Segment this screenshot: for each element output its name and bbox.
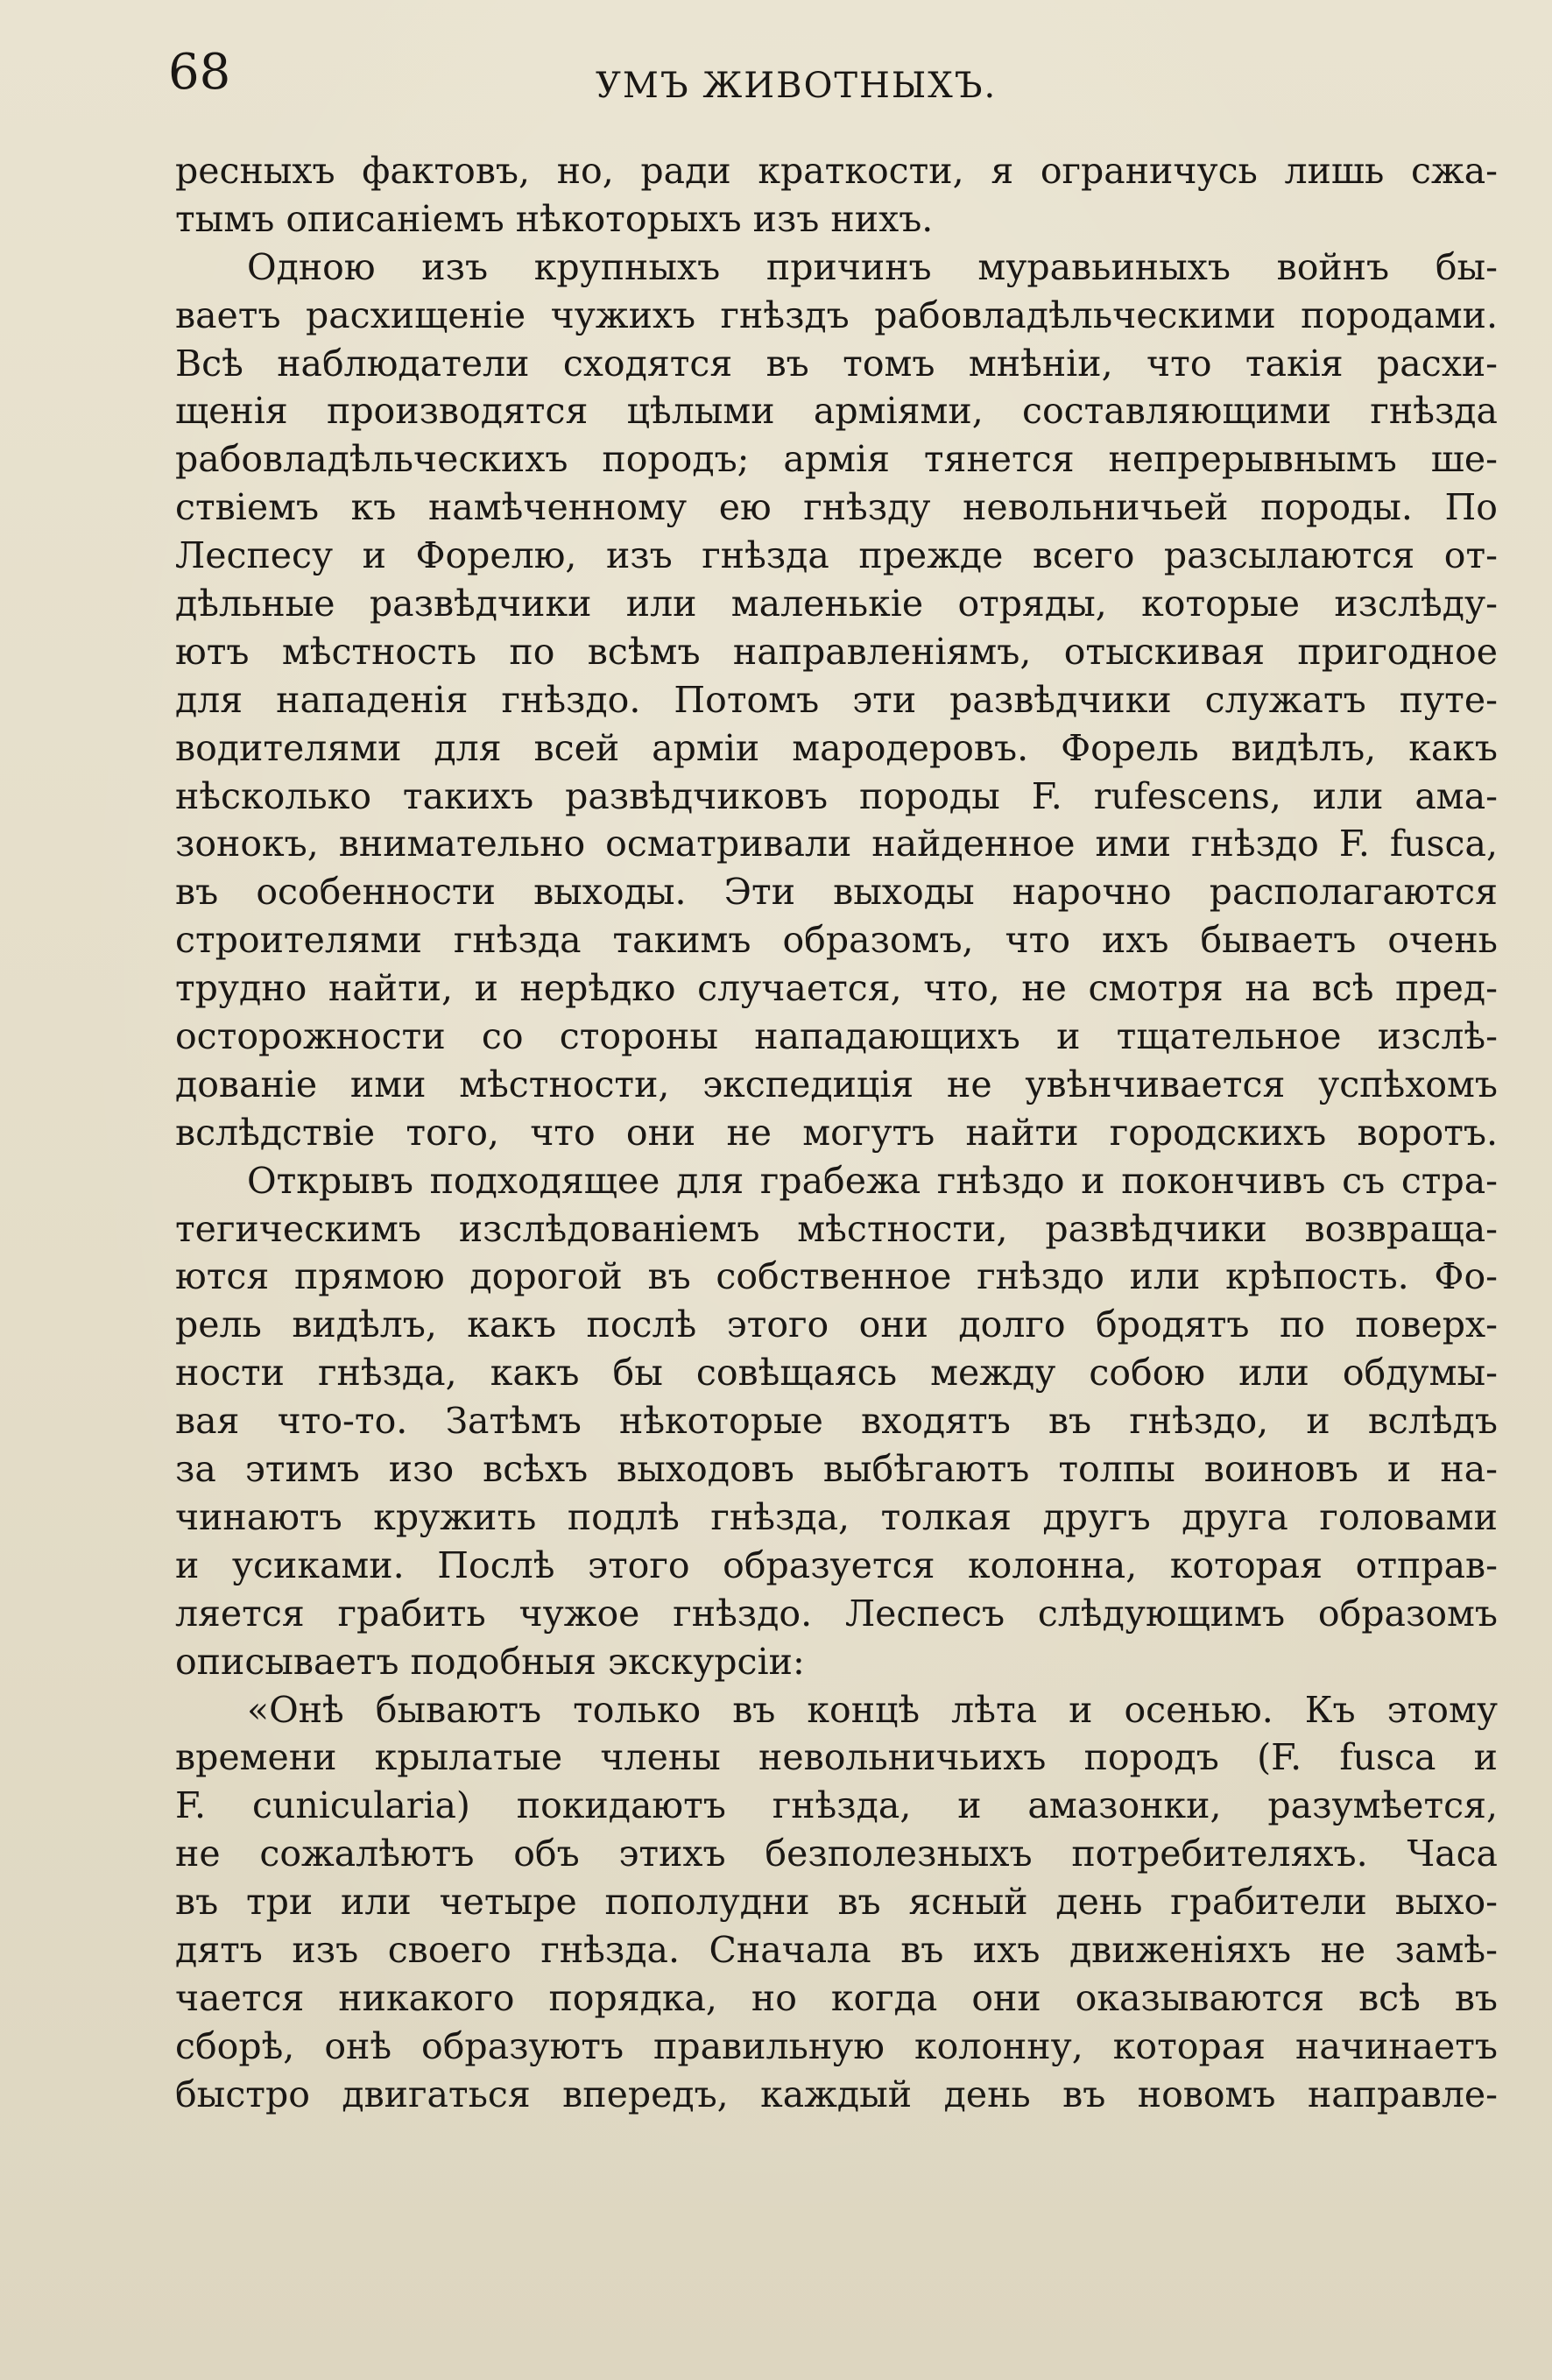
text-line: осторожности со стороны нападающихъ и тщательное изслѣ- [175, 1015, 1498, 1058]
text-line: ности гнѣзда, какъ бы совѣщаясь между собою или обдумы- [175, 1352, 1498, 1395]
text-line: ваетъ расхищеніе чужихъ гнѣздъ рабовладѣльческими породами. [175, 293, 1498, 336]
text-line: Одною изъ крупныхъ причинъ муравьиныхъ войнъ бы- [247, 245, 1498, 288]
text-line: ствіемъ къ намѣченному ею гнѣзду невольничьей породы. По [175, 486, 1498, 529]
text-line: времени крылатые члены невольничьихъ породъ (F. fusca и [175, 1736, 1498, 1779]
text-line: Леспесу и Форелю, изъ гнѣзда прежде всего разсылаются от- [175, 534, 1498, 577]
text-line: и усиками. Послѣ этого образуется колонна, которая отправ- [175, 1543, 1498, 1586]
text-line: дованіе ими мѣстности, экспедиція не увѣнчивается успѣхомъ [175, 1063, 1498, 1105]
text-line: зонокъ, внимательно осматривали найденное ими гнѣздо F. fusca, [175, 823, 1498, 865]
text-line: «Онѣ бываютъ только въ концѣ лѣта и осенью. Къ этому [247, 1688, 1498, 1731]
text-line: за этимъ изо всѣхъ выходовъ выбѣгаютъ толпы воиновъ и на- [175, 1448, 1498, 1491]
text-line: вслѣдствіе того, что они не могутъ найти городскихъ воротъ. [175, 1111, 1498, 1154]
text-line: ляется грабить чужое гнѣздо. Леспесъ слѣдующимъ образомъ [175, 1592, 1498, 1635]
running-head: УМЪ ЖИВОТНЫХЪ. [596, 66, 998, 106]
text-line: быстро двигаться впередъ, каждый день въ новомъ направле- [175, 2073, 1498, 2115]
text-line: ются прямою дорогой въ собственное гнѣздо или крѣпость. Фо- [175, 1255, 1498, 1298]
text-line: рабовладѣльческихъ породъ; армія тянется непрерывнымъ ше- [175, 438, 1498, 481]
text-line: сборѣ, онѣ образуютъ правильную колонну, которая начинаетъ [175, 2024, 1498, 2067]
text-line: въ три или четыре пополудни въ ясный день грабители выхо- [175, 1881, 1498, 1924]
text-line: для нападенія гнѣздо. Потомъ эти развѣдчики служатъ путе- [175, 678, 1498, 721]
text-line: въ особенности выходы. Эти выходы нарочно располагаются [175, 871, 1498, 914]
text-line: трудно найти, и нерѣдко случается, что, не смотря на всѣ пред- [175, 967, 1498, 1010]
text-line: Открывъ подходящее для грабежа гнѣздо и покончивъ съ стра- [247, 1159, 1498, 1202]
text-line: нѣсколько такихъ развѣдчиковъ породы F. rufescens, или ама- [175, 774, 1498, 817]
text-line: чинаютъ кружить подлѣ гнѣзда, толкая другъ друга головами [175, 1495, 1498, 1538]
text-line: дятъ изъ своего гнѣзда. Сначала въ ихъ движеніяхъ не замѣ- [175, 1928, 1498, 1971]
text-line: описываетъ подобныя экскурсіи: [175, 1640, 805, 1683]
text-line: рель видѣлъ, какъ послѣ этого они долго бродятъ по поверх- [175, 1303, 1498, 1346]
page-number: 68 [168, 44, 231, 101]
text-line: тымъ описаніемъ нѣкоторыхъ изъ нихъ. [175, 197, 934, 240]
text-line: чается никакого порядка, но когда они оказываются всѣ въ [175, 1976, 1498, 2019]
body-text [175, 147, 1498, 2119]
text-line: Всѣ наблюдатели сходятся въ томъ мнѣніи, что такія расхи- [175, 342, 1498, 385]
text-line: ресныхъ фактовъ, но, ради краткости, я ограничусь лишь сжа- [175, 150, 1498, 192]
text-line: щенія производятся цѣлыми арміями, составляющими гнѣзда [175, 390, 1498, 433]
text-line: строителями гнѣзда такимъ образомъ, что ихъ бываетъ очень [175, 919, 1498, 962]
text-line: F. cunicularia) покидаютъ гнѣзда, и амазонки, разумѣется, [175, 1784, 1498, 1827]
text-line: ютъ мѣстность по всѣмъ направленіямъ, отыскивая пригодное [175, 630, 1498, 673]
text-line: тегическимъ изслѣдованіемъ мѣстности, развѣдчики возвраща- [175, 1207, 1498, 1250]
text-line: вая что-то. Затѣмъ нѣкоторые входятъ въ гнѣздо, и вслѣдъ [175, 1400, 1498, 1443]
text-line: не сожалѣютъ объ этихъ безполезныхъ потребителяхъ. Часа [175, 1833, 1498, 1875]
text-line: водителями для всей арміи мародеровъ. Форель видѣлъ, какъ [175, 726, 1498, 769]
text-line: дѣльные развѣдчики или маленькіе отряды, которые изслѣду- [175, 583, 1498, 625]
